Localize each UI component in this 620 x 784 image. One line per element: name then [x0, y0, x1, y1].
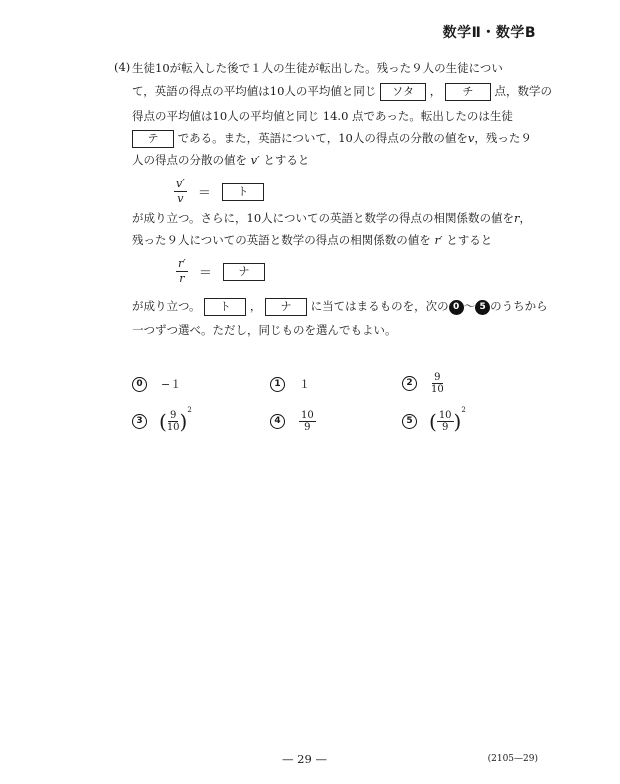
equals-sign: ＝ — [197, 186, 211, 201]
var-v: v — [467, 131, 475, 145]
choice-value: １ — [299, 378, 310, 391]
text-line-7 — [132, 232, 492, 248]
answer-box-to: ト — [204, 298, 246, 316]
text-line-7-a: 残った９人についての英語と数学の得点の相関係数の値を — [132, 233, 431, 247]
text-line-7-b: とすると — [446, 233, 493, 247]
choice-fraction — [437, 410, 454, 433]
fraction-denominator: 9 — [441, 422, 449, 433]
text-line-6 — [132, 210, 531, 226]
text-line-4-b: ，残った９ — [474, 131, 532, 145]
choice-fraction — [299, 410, 316, 433]
answer-box-na: ナ — [223, 263, 265, 281]
text-line-5-a: 人の得点の分散の値を — [132, 153, 247, 167]
fraction-numerator: 10 — [301, 410, 314, 421]
text-line-2-b: 点，数学の — [494, 84, 553, 98]
text-line-8-a: が成り立つ。 — [132, 299, 201, 313]
choice-marker-3-icon: 3 — [132, 414, 147, 429]
text-line-4 — [132, 130, 532, 148]
choice-3 — [132, 406, 192, 434]
choice-marker-1-icon: 1 — [270, 377, 285, 392]
answer-box-te: テ — [132, 130, 174, 148]
text-line-3: 得点の平均値は10人の平均値と同じ 14.0 点であった。転出したのは生徒 — [132, 109, 513, 123]
fraction-numerator: r′ — [178, 257, 186, 270]
var-v-prime: v′ — [250, 153, 260, 167]
text-line-1: 生徒10が転入した後で１人の生徒が転出した。残った９人の生徒につい — [132, 61, 503, 75]
equals-sign: ＝ — [198, 266, 212, 281]
exponent: 2 — [461, 406, 466, 414]
choice-0 — [132, 376, 181, 392]
choice-fraction — [167, 410, 180, 433]
text-line-8-b: に当てはまるものを，次の — [310, 299, 449, 313]
text-line-6-b: ， — [519, 211, 531, 225]
choice-expression — [429, 406, 466, 434]
fraction-numerator: 9 — [434, 372, 441, 383]
answer-box-sota: ソタ — [380, 83, 426, 101]
choice-marker-0-icon: 0 — [449, 300, 464, 315]
text-line-2 — [132, 83, 552, 101]
answer-box-to: ト — [222, 183, 264, 201]
page-number: — 29 — — [282, 752, 327, 766]
choice-4 — [270, 410, 316, 433]
left-paren-icon: ( — [159, 409, 167, 434]
right-paren-icon: ) — [179, 409, 188, 434]
text-line-2-a: て，英語の得点の平均値は10人の平均値と同じ — [132, 84, 377, 98]
fraction-numerator: v′ — [176, 177, 185, 190]
text-line-5 — [132, 152, 309, 168]
choice-expression — [159, 406, 192, 434]
fraction-numerator: 9 — [169, 410, 177, 421]
choice-marker-4-icon: 4 — [270, 414, 285, 429]
exam-code: (2105—29) — [487, 754, 538, 764]
question-number: (4) — [114, 60, 131, 74]
text-line-9: 一つずつ選べ。ただし，同じものを選んでもよい。 — [132, 323, 397, 337]
left-paren-icon: ( — [429, 409, 437, 434]
choice-fraction — [431, 372, 444, 395]
text-line-6-a: が成り立つ。さらに，10人についての英語と数学の得点の相関係数の値を — [132, 211, 514, 225]
fraction-numerator: 10 — [438, 410, 452, 421]
fraction-denominator: 10 — [431, 384, 444, 395]
right-paren-icon: ) — [453, 409, 462, 434]
choice-marker-0-icon: 0 — [132, 377, 147, 392]
fraction-denominator: 9 — [304, 422, 311, 433]
answer-box-chi: チ — [445, 83, 491, 101]
choice-1 — [270, 376, 310, 392]
fraction-r-ratio — [176, 258, 188, 285]
fraction-denominator: v — [177, 192, 184, 205]
text-line-5-b: とすると — [263, 153, 310, 167]
comma: ， — [249, 299, 262, 313]
choice-marker-2-icon: 2 — [402, 376, 417, 391]
exponent: 2 — [187, 406, 192, 414]
answer-box-na: ナ — [265, 298, 307, 316]
page-header-subject: 数学Ⅱ・数学B — [442, 25, 536, 41]
fraction-v-ratio — [174, 178, 187, 205]
choice-5 — [402, 406, 466, 434]
tilde: ～ — [463, 299, 476, 313]
comma: ， — [429, 84, 442, 98]
choice-value: −１ — [161, 378, 182, 391]
var-r: r — [513, 211, 520, 225]
text-line-8 — [132, 298, 548, 316]
fraction-denominator: 10 — [166, 422, 180, 433]
choice-2 — [402, 372, 444, 395]
text-line-8-c: のうちから — [490, 299, 548, 313]
equation-variance — [174, 178, 264, 205]
fraction-denominator: r — [179, 272, 185, 285]
choice-marker-5-icon: 5 — [475, 300, 490, 315]
text-line-4-a: である。また，英語について，10人の得点の分散の値を — [177, 131, 468, 145]
var-r-prime: r′ — [434, 233, 443, 247]
equation-correlation — [176, 258, 265, 285]
choice-marker-5-icon: 5 — [402, 414, 417, 429]
